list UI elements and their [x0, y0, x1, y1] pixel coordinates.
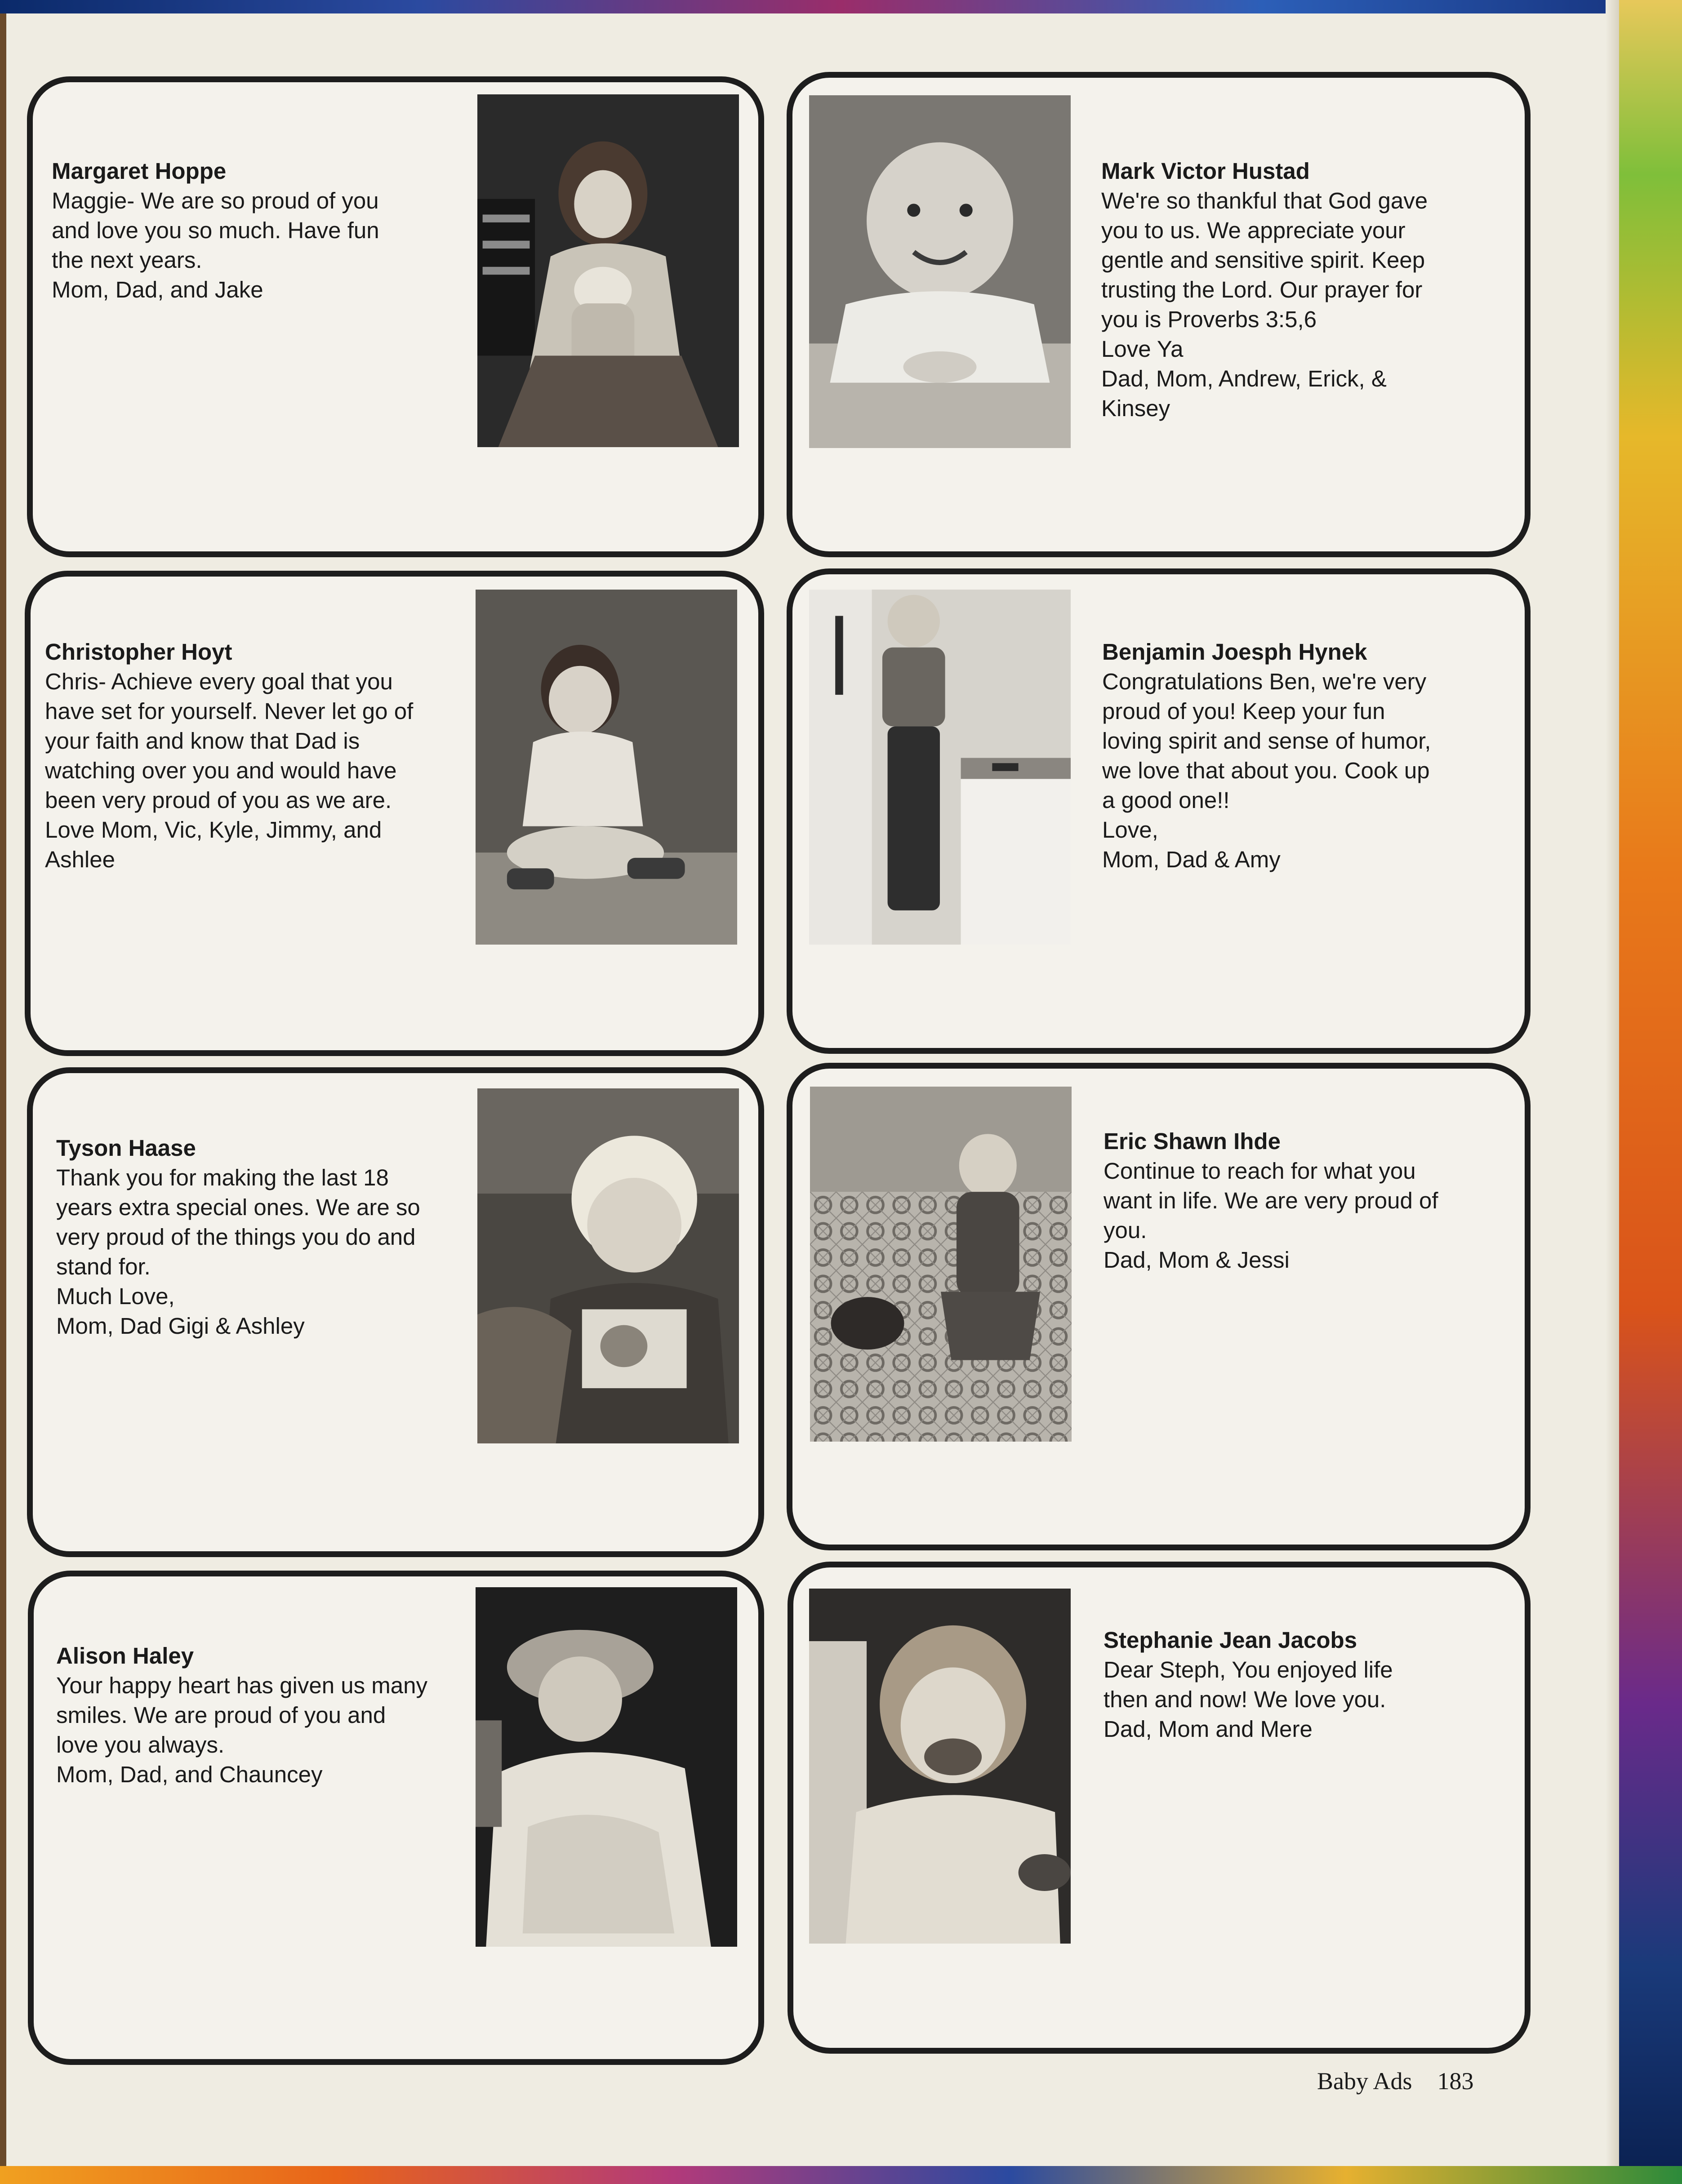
ad-message-line: and love you so much. Have fun — [52, 218, 379, 243]
ad-name: Tyson Haase — [56, 1135, 196, 1161]
ad-message-line: Dad, Mom, Andrew, Erick, & — [1101, 366, 1387, 391]
ad-text — [52, 156, 379, 305]
ad-message-line: Dear Steph, You enjoyed life — [1104, 1657, 1393, 1682]
ad-message-line: We're so thankful that God gave — [1101, 188, 1428, 213]
ad-message-line: your faith and know that Dad is — [45, 728, 360, 754]
ad-message-line: Ashlee — [45, 847, 115, 872]
cover-edge-top — [0, 0, 1682, 13]
ad-message-line: love you always. — [56, 1732, 225, 1758]
page-number: 183 — [1437, 2068, 1474, 2095]
ad-message-line: Maggie- We are so proud of you — [52, 188, 379, 213]
ad-message-line: we love that about you. Cook up — [1102, 758, 1430, 783]
ad-text — [45, 637, 413, 874]
ad-message-line: Love Ya — [1101, 336, 1184, 362]
ad-message-line: Much Love, — [56, 1283, 175, 1309]
cover-edge-bottom — [0, 2166, 1682, 2184]
ad-name: Stephanie Jean Jacobs — [1104, 1627, 1357, 1653]
ad-message-line: loving spirit and sense of humor, — [1102, 728, 1431, 754]
ad-message-line: want in life. We are very proud of — [1104, 1188, 1438, 1213]
ad-message-line: Thank you for making the last 18 — [56, 1165, 389, 1190]
ad-message-line: Mom, Dad, and Jake — [52, 277, 263, 302]
ad-name: Mark Victor Hustad — [1101, 158, 1310, 184]
baby-photo — [476, 1587, 737, 1947]
ad-message-line: years extra special ones. We are so — [56, 1194, 420, 1220]
baby-photo — [809, 590, 1071, 945]
ad-message-line: the next years. — [52, 247, 202, 273]
ad-name: Margaret Hoppe — [52, 158, 227, 184]
ad-name: Eric Shawn Ihde — [1104, 1128, 1281, 1154]
ad-message-line: trusting the Lord. Our prayer for — [1101, 277, 1423, 302]
ad-message-line: then and now! We love you. — [1104, 1687, 1386, 1712]
ad-message-line: Your happy heart has given us many — [56, 1673, 427, 1698]
ad-message-line: Chris- Achieve every goal that you — [45, 669, 393, 694]
baby-photo — [809, 95, 1071, 448]
ad-message-line: Love Mom, Vic, Kyle, Jimmy, and — [45, 817, 382, 843]
ad-message-line: Dad, Mom & Jessi — [1104, 1247, 1290, 1273]
ad-message-line: very proud of the things you do and — [56, 1224, 416, 1250]
ad-name: Alison Haley — [56, 1643, 194, 1669]
ad-message-line: smiles. We are proud of you and — [56, 1702, 386, 1728]
baby-photo — [476, 590, 737, 945]
ad-name: Christopher Hoyt — [45, 639, 232, 665]
ad-message-line: Mom, Dad Gigi & Ashley — [56, 1313, 305, 1339]
ad-message-line: Congratulations Ben, we're very — [1102, 669, 1427, 694]
ad-text — [56, 1641, 427, 1789]
baby-photo — [809, 1589, 1071, 1944]
baby-photo — [477, 94, 739, 447]
page-curl-shadow — [1606, 0, 1619, 2184]
ad-text — [1104, 1625, 1393, 1744]
ad-message-line: Mom, Dad, and Chauncey — [56, 1762, 323, 1787]
ad-text — [56, 1133, 420, 1341]
ad-message-line: you to us. We appreciate your — [1101, 218, 1406, 243]
ad-message-line: Mom, Dad & Amy — [1102, 847, 1281, 872]
ad-message-line: stand for. — [56, 1254, 151, 1279]
ad-message-line: Kinsey — [1101, 395, 1170, 421]
ad-message-line: Continue to reach for what you — [1104, 1158, 1416, 1184]
baby-photo — [810, 1087, 1072, 1442]
ad-message-line: watching over you and would have — [45, 758, 397, 783]
ad-message-line: Love, — [1102, 817, 1158, 843]
ad-message-line: Dad, Mom and Mere — [1104, 1716, 1313, 1742]
ad-message-line: proud of you! Keep your fun — [1102, 698, 1385, 724]
ad-text — [1104, 1127, 1438, 1275]
page-edge-left — [0, 0, 6, 2184]
ad-message-line: have set for yourself. Never let go of — [45, 698, 414, 724]
ad-message-line: been very proud of you as we are. — [45, 787, 392, 813]
ad-message-line: you is Proverbs 3:5,6 — [1101, 306, 1317, 332]
section-title: Baby Ads — [1317, 2068, 1412, 2095]
ad-message-line: a good one!! — [1102, 787, 1230, 813]
ad-message-line: gentle and sensitive spirit. Keep — [1101, 247, 1425, 273]
baby-photo — [477, 1088, 739, 1443]
cover-edge-right — [1619, 0, 1682, 2184]
page-footer — [1317, 2067, 1474, 2095]
ad-text — [1101, 156, 1428, 423]
ad-name: Benjamin Joesph Hynek — [1102, 639, 1367, 665]
ad-message-line: you. — [1104, 1217, 1147, 1243]
ad-text — [1102, 637, 1431, 874]
